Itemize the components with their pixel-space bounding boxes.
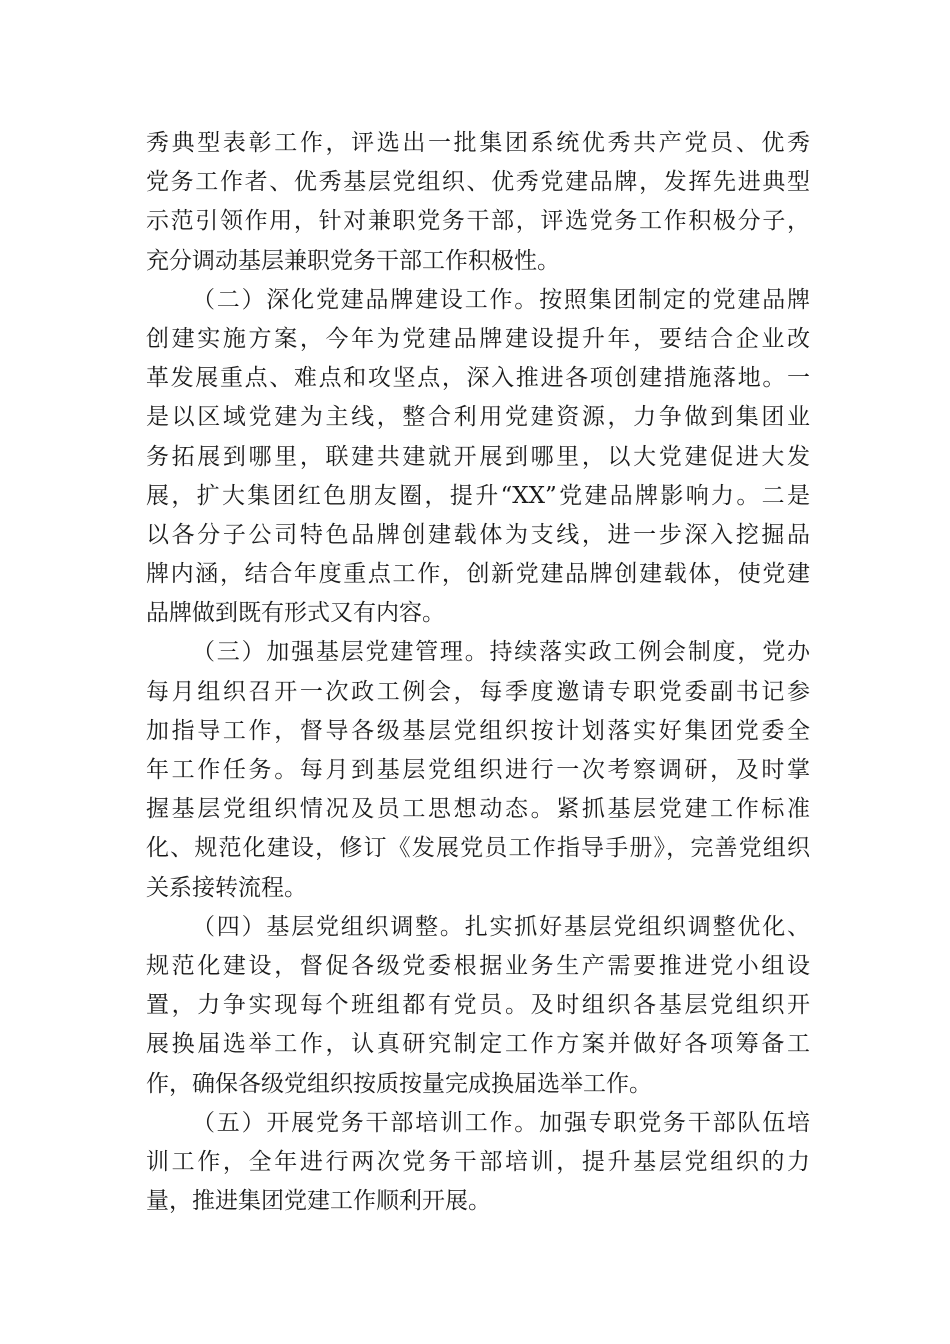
text-line: 握基层党组织情况及员工思想动态。紧抓基层党建工作标准 — [146, 796, 810, 823]
document-body — [146, 124, 810, 1221]
text-line: 充分调动基层兼职党务干部工作积极性。 — [146, 247, 560, 274]
text-line: 展换届选举工作，认真研究制定工作方案并做好各项筹备工 — [146, 1031, 810, 1058]
text-line: 关系接转流程。 — [146, 874, 307, 901]
text-line: 作，确保各级党组织按质按量完成换届选举工作。 — [146, 1070, 652, 1097]
text-line: （二）深化党建品牌建设工作。按照集团制定的党建品牌 — [192, 286, 810, 313]
text-line: 规范化建设，督促各级党委根据业务生产需要推进党小组设 — [146, 952, 810, 979]
paragraph-cadre-training — [146, 1104, 810, 1222]
paragraph-organization-adjustment — [146, 908, 810, 1104]
text-line: 化、规范化建设，修订《发展党员工作指导手册》，完善党组织 — [146, 835, 810, 862]
text-line: 年工作任务。每月到基层党组织进行一次考察调研，及时掌 — [146, 757, 810, 783]
text-line: 务拓展到哪里，联建共建就开展到哪里，以大党建促进大发 — [146, 443, 810, 470]
paragraph-party-brand — [146, 281, 810, 634]
text-line: 创建实施方案，今年为党建品牌建设提升年，要结合企业改 — [146, 325, 810, 352]
text-line: 牌内涵，结合年度重点工作，创新党建品牌创建载体，使党建 — [146, 561, 810, 588]
text-line: 示范引领作用，针对兼职党务干部，评选党务工作积极分子， — [146, 208, 810, 235]
text-line: 加指导工作，督导各级基层党组织按计划落实好集团党委全 — [146, 717, 810, 744]
text-line: 量，推进集团党建工作顺利开展。 — [146, 1188, 491, 1215]
text-line: 秀典型表彰工作，评选出一批集团系统优秀共产党员、优秀 — [146, 130, 810, 156]
paragraph-commendation — [146, 124, 810, 281]
text-line: 是以区域党建为主线，整合利用党建资源，力争做到集团业 — [146, 404, 810, 431]
text-line: 置，力争实现每个班组都有党员。及时组织各基层党组织开 — [146, 992, 810, 1019]
text-line: 展，扩大集团红色朋友圈，提升“XX”党建品牌影响力。二是 — [146, 482, 810, 509]
text-line: 党务工作者、优秀基层党组织、优秀党建品牌，发挥先进典型 — [146, 169, 810, 196]
text-line: （四）基层党组织调整。扎实抓好基层党组织调整优化、 — [192, 913, 810, 940]
text-line: 以各分子公司特色品牌创建载体为支线，进一步深入挖掘品 — [146, 521, 810, 548]
text-line: （五）开展党务干部培训工作。加强专职党务干部队伍培 — [192, 1109, 810, 1136]
text-line: （三）加强基层党建管理。持续落实政工例会制度，党办 — [192, 639, 810, 666]
text-line: 品牌做到既有形式又有内容。 — [146, 600, 445, 627]
paragraph-grassroots-management — [146, 633, 810, 907]
text-line: 训工作，全年进行两次党务干部培训，提升基层党组织的力 — [146, 1148, 810, 1175]
text-line: 革发展重点、难点和攻坚点，深入推进各项创建措施落地。一 — [146, 365, 810, 392]
text-line: 每月组织召开一次政工例会，每季度邀请专职党委副书记参 — [146, 678, 810, 705]
